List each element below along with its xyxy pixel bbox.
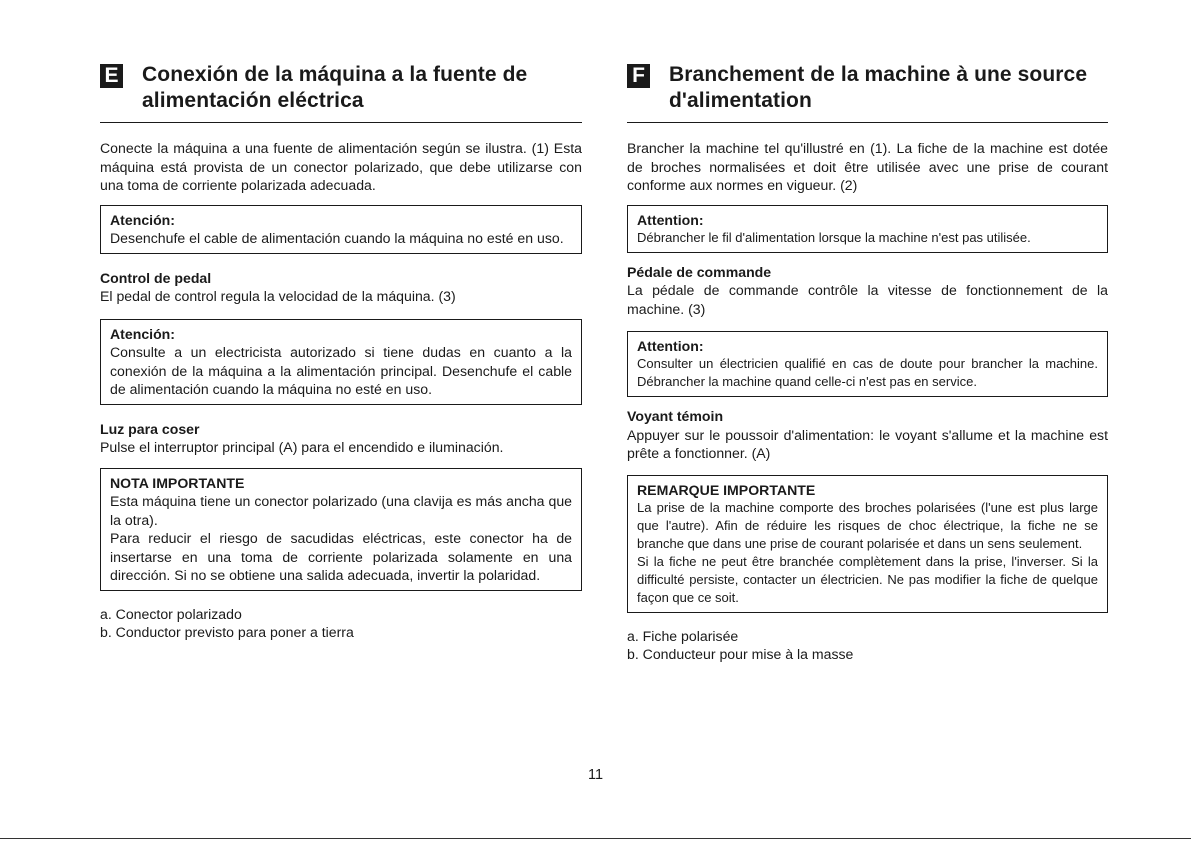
attention-box-1 [100,205,582,254]
legend-item-a: a. Fiche polarisée [627,627,739,644]
attention-box-2 [627,331,1108,397]
light-heading: Voyant témoin [627,408,724,424]
attention-text: Débrancher le fil d'alimentation lorsque la machine n'est pas utilisée. [637,229,1031,245]
light-text: Appuyer sur le poussoir d'alimentation: le voyant s'allume et la machine est prête a fonctionner. (A) [627,426,1108,461]
section-e-title: Conexión de la máquina a la fuente de alimentación eléctrica [142,63,528,112]
attention-text: Consulter un électricien qualifié en cas de doute pour brancher la machine. Débrancher la machine quand celle-ci n'est pas en service. [637,356,1098,389]
pedal-text: La pédale de commande contrôle la vitesse de fonctionnement de la machine. (3) [627,282,1108,317]
section-letter-f: F [627,64,650,88]
note-title: REMARQUE IMPORTANTE [637,481,816,498]
intro-paragraph: Conecte la máquina a una fuente de alimentación según se ilustra. (1) Esta máquina está provista de un conector polarizado, que debe utilizarse con una toma de corriente polarizada adecuada. [100,140,582,193]
section-letter-e: E [100,64,123,88]
note-text-1: Esta máquina tiene un conector polarizado (una clavija es más ancha que la otra). [110,493,572,528]
note-text-2: Si la fiche ne peut être branchée complètement dans la prise, l'inverser. Si la difficulté persiste, contacter un électricien. Ne pas modifier la fiche de quelque façon que ce soit. [637,553,1098,605]
section-e-spanish [100,60,582,642]
section-e-header [100,60,582,123]
section-f-title: Branchement de la machine à une source d'alimentation [669,63,1088,112]
attention-title: Atención: [110,211,175,228]
legend-item-b: b. Conducteur pour mise à la masse [627,646,854,662]
pedal-heading: Pédale de commande [627,263,772,280]
note-text-1: La prise de la machine comporte des broches polarisées (l'une est plus large que l'autre). Afin de réduire les risques de choc électrique, la fiche ne se branche que dans une prise de courant polarisée et dans un sens seulement. [637,499,1098,551]
attention-title: Atención: [110,325,175,342]
light-text: Pulse el interruptor principal (A) para el encendido e iluminación. [100,439,504,455]
pedal-text: El pedal de control regula la velocidad de la máquina. (3) [100,288,456,304]
legend-item-b: b. Conductor previsto para poner a tierra [100,624,354,640]
intro-paragraph: Brancher la machine tel qu'illustré en (1). La fiche de la machine est dotée de broches normalisées et doit être utilisée avec une prise de courant conforme aux normes en vigueur. (2) [627,140,1108,193]
note-text-2: Para reducir el riesgo de sacudidas eléctricas, este conector ha de insertarse en una toma de corriente polarizada solamente en una dirección. Si no se obtiene una salida adecuada, invertir la polaridad. [110,530,572,583]
page-number: 11 [587,767,604,783]
section-f-header [627,60,1108,123]
important-note-box [627,475,1108,613]
attention-text: Desenchufe el cable de alimentación cuando la máquina no esté en uso. [110,230,564,246]
section-f-french [627,60,1108,664]
attention-title: Attention: [637,211,704,228]
legend-item-a: a. Conector polarizado [100,605,242,622]
pedal-heading: Control de pedal [100,269,212,286]
important-note-box [100,468,582,591]
bottom-divider [0,838,1191,839]
light-heading: Luz para coser [100,420,200,437]
attention-text: Consulte a un electricista autorizado si tiene dudas en cuanto a la conexión de la máquina a la alimentación principal. Desenchufe el cable de alimentación cuando la máquina no esté en uso. [110,344,572,397]
attention-title: Attention: [637,338,704,354]
note-title: NOTA IMPORTANTE [110,474,245,491]
attention-box-2 [100,319,582,405]
attention-box-1 [627,205,1108,253]
